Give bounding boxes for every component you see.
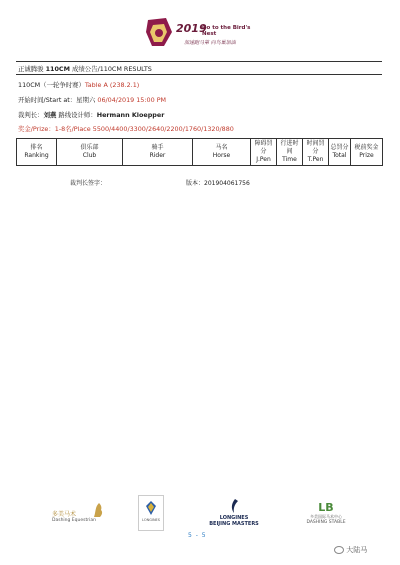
col-jpen: 障碍罚分 J.Pen <box>251 139 277 166</box>
col-total: 总罚分 Total <box>329 139 351 166</box>
sponsor-longines-badge: LONGINES <box>138 495 164 531</box>
col-tpen: 时间罚分 T.Pen <box>303 139 329 166</box>
col-rider: 骑手 Rider <box>123 139 193 166</box>
sponsor-dashing-stable: LB 多美国际马术中心 DASHING STABLE <box>298 501 354 525</box>
results-table <box>16 138 383 166</box>
officials-line: 裁判长：刘燕 路线设计师：Hermann Kloepper <box>18 111 165 119</box>
judge-signature-label: 裁判长签字： <box>70 180 107 187</box>
page-number: 5 - 5 <box>188 532 207 539</box>
prize-line: 奖金/Prize：1-8名/Place 5500/4400/3300/2640/2200/1760/1320/880 <box>18 125 234 133</box>
col-prize: 税前奖金 Prize <box>351 139 383 166</box>
dashing-stable-mark: LB <box>318 501 334 514</box>
wechat-watermark: 大陆马 <box>334 545 367 555</box>
event-logo <box>144 16 266 50</box>
version-label: 版本：201904061756 <box>186 180 250 187</box>
col-club: 俱乐部 Club <box>57 139 123 166</box>
title-rule <box>16 74 382 75</box>
start-time-line: 开始时间/Start at：星期六 06/04/2019 15:00 PM <box>18 96 167 104</box>
sponsor-longines-beijing-masters: LONGINES BEIJING MASTERS <box>196 499 272 527</box>
col-horse: 马名 Horse <box>193 139 251 166</box>
logo-subtitle: Go to the Bird's Nest <box>202 25 251 37</box>
horse-head-icon <box>92 501 104 519</box>
col-time: 行进时间 Time <box>277 139 303 166</box>
wechat-icon <box>334 546 344 554</box>
sponsor-dashing-equestrian: 多美马术 Dashing Equestrian <box>52 509 108 523</box>
longines-wing-icon <box>144 500 158 516</box>
logo-tagline: 加速跑马第 向鸟巢加油 <box>184 40 236 46</box>
sponsor-bar <box>0 497 400 537</box>
logo-year: 2019 <box>176 22 207 35</box>
top-rule <box>16 61 382 62</box>
class-line: 110CM（一轮争时赛）Table A (238.2.1) <box>18 81 140 89</box>
masters-swoosh-icon <box>229 499 239 513</box>
results-title: 正诚腾骏 110CM 成绩公告/110CM RESULTS <box>18 65 152 73</box>
col-ranking: 排名 Ranking <box>17 139 57 166</box>
table-header-row <box>17 139 383 166</box>
